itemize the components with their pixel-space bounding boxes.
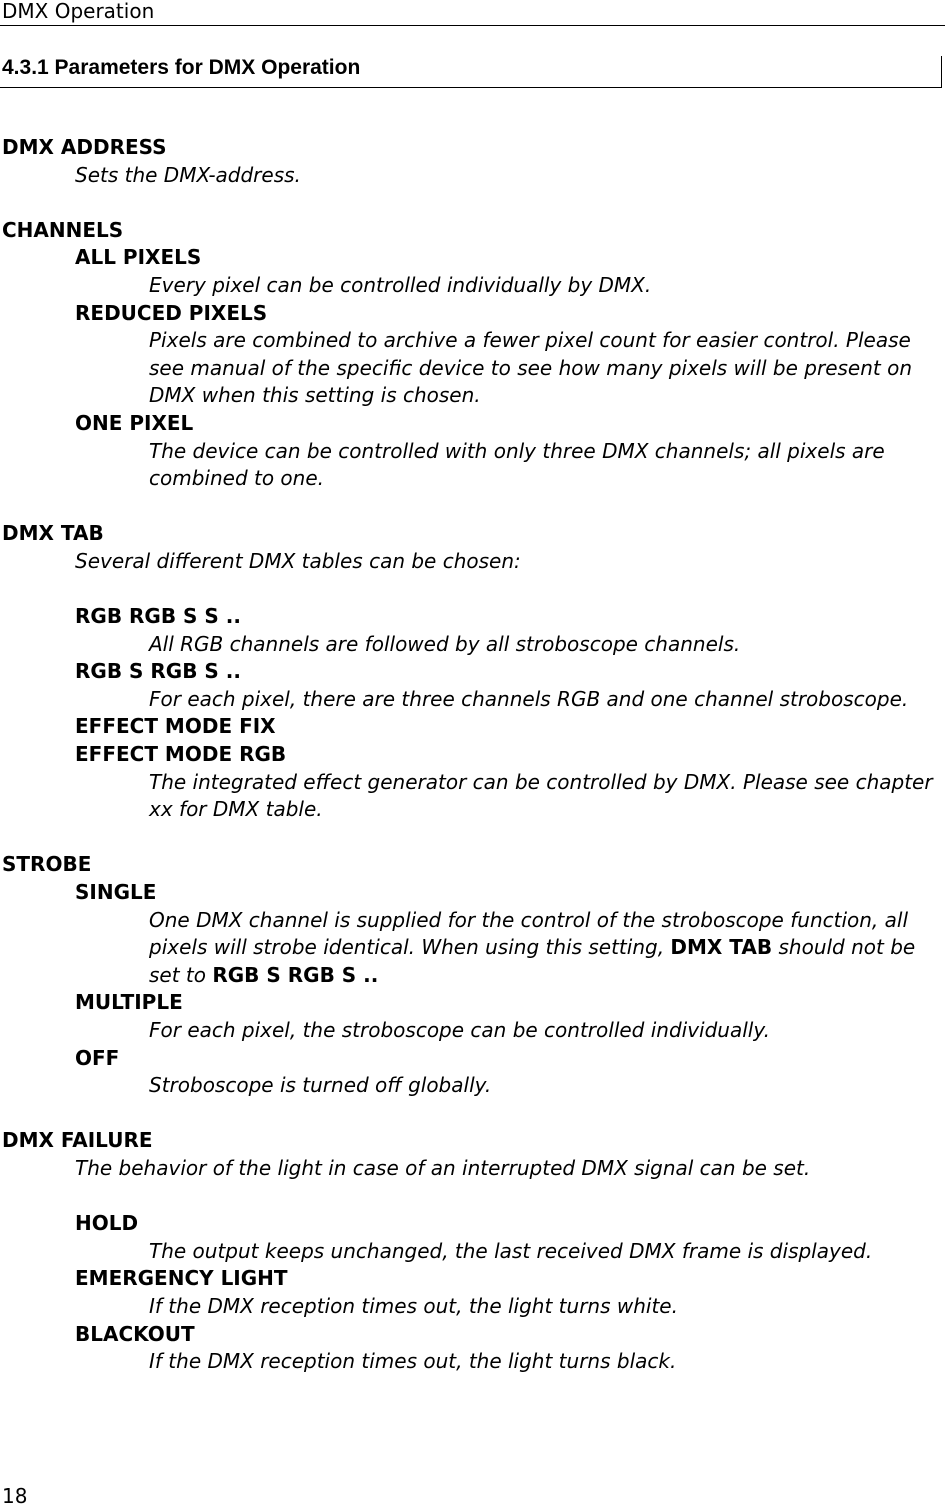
page-number: 18 xyxy=(2,1484,28,1508)
header-title: DMX Operation xyxy=(2,0,155,23)
multiple-heading: MULTIPLE xyxy=(75,990,183,1015)
reduced-pixels-heading: REDUCED PIXELS xyxy=(75,300,268,325)
hold-desc: The output keeps unchanged, the last received DMX frame is displayed. xyxy=(149,1238,873,1263)
single-desc-3-b: RGB S RGB S .. xyxy=(212,962,379,987)
rgb-s-rgb-s-heading: RGB S RGB S .. xyxy=(75,659,241,684)
effect-mode-rgb-desc-1: The integrated effect generator can be controlled by DMX. Please see chapter xyxy=(149,769,933,794)
page-header xyxy=(0,0,945,26)
one-pixel-desc-2: combined to one. xyxy=(149,466,325,491)
dmx-address-desc: Sets the DMX-address. xyxy=(75,162,301,187)
single-desc-2-c: should not be xyxy=(772,935,916,960)
dmx-failure-heading: DMX FAILURE xyxy=(2,1128,153,1153)
rgb-rgb-s-s-heading: RGB RGB S S .. xyxy=(75,604,241,629)
blackout-heading: BLACKOUT xyxy=(75,1321,195,1346)
one-pixel-desc-1: The device can be controlled with only three DMX channels; all pixels are xyxy=(149,438,885,463)
reduced-pixels-desc-2: see manual of the specific device to see how many pixels will be present on xyxy=(149,355,913,380)
reduced-pixels-desc-3: DMX when this setting is chosen. xyxy=(149,383,481,408)
single-heading: SINGLE xyxy=(75,880,157,905)
strobe-heading: STROBE xyxy=(2,852,92,877)
hold-heading: HOLD xyxy=(75,1211,139,1236)
effect-mode-rgb-desc-2: xx for DMX table. xyxy=(149,797,323,822)
emergency-light-desc: If the DMX reception times out, the light turns white. xyxy=(149,1293,678,1318)
emergency-light-heading: EMERGENCY LIGHT xyxy=(75,1266,288,1291)
all-pixels-heading: ALL PIXELS xyxy=(75,245,202,270)
dmx-tab-desc: Several different DMX tables can be chosen: xyxy=(75,548,521,573)
single-desc-3 xyxy=(0,962,945,990)
effect-mode-rgb-heading: EFFECT MODE RGB xyxy=(75,742,287,767)
off-desc: Stroboscope is turned off globally. xyxy=(149,1073,492,1098)
single-desc-1: One DMX channel is supplied for the control of the stroboscope function, all xyxy=(149,907,909,932)
section-title-box xyxy=(0,56,942,88)
channels-heading: CHANNELS xyxy=(2,217,124,242)
one-pixel-heading: ONE PIXEL xyxy=(75,410,194,435)
off-heading: OFF xyxy=(75,1045,120,1070)
rgb-rgb-s-s-desc: All RGB channels are followed by all stroboscope channels. xyxy=(149,631,741,656)
effect-mode-fix-heading: EFFECT MODE FIX xyxy=(75,714,276,739)
single-desc-3-a: set to xyxy=(149,962,213,987)
section-title: 4.3.1 Parameters for DMX Operation xyxy=(2,56,361,79)
reduced-pixels-desc-1: Pixels are combined to archive a fewer pixel count for easier control. Please xyxy=(149,328,911,353)
single-desc-2-a: pixels will strobe identical. When using this setting, xyxy=(149,935,671,960)
single-desc-2-b: DMX TAB xyxy=(670,935,773,960)
single-desc-2 xyxy=(0,934,945,962)
blackout-desc: If the DMX reception times out, the light turns black. xyxy=(149,1349,677,1374)
dmx-tab-heading: DMX TAB xyxy=(2,521,104,546)
dmx-failure-desc: The behavior of the light in case of an interrupted DMX signal can be set. xyxy=(75,1155,811,1180)
multiple-desc: For each pixel, the stroboscope can be controlled individually. xyxy=(149,1018,770,1042)
dmx-address-heading: DMX ADDRESS xyxy=(2,135,167,159)
all-pixels-desc: Every pixel can be controlled individually by DMX. xyxy=(149,272,652,297)
document-body xyxy=(0,134,945,1376)
rgb-s-rgb-s-desc: For each pixel, there are three channels RGB and one channel stroboscope. xyxy=(149,686,909,711)
